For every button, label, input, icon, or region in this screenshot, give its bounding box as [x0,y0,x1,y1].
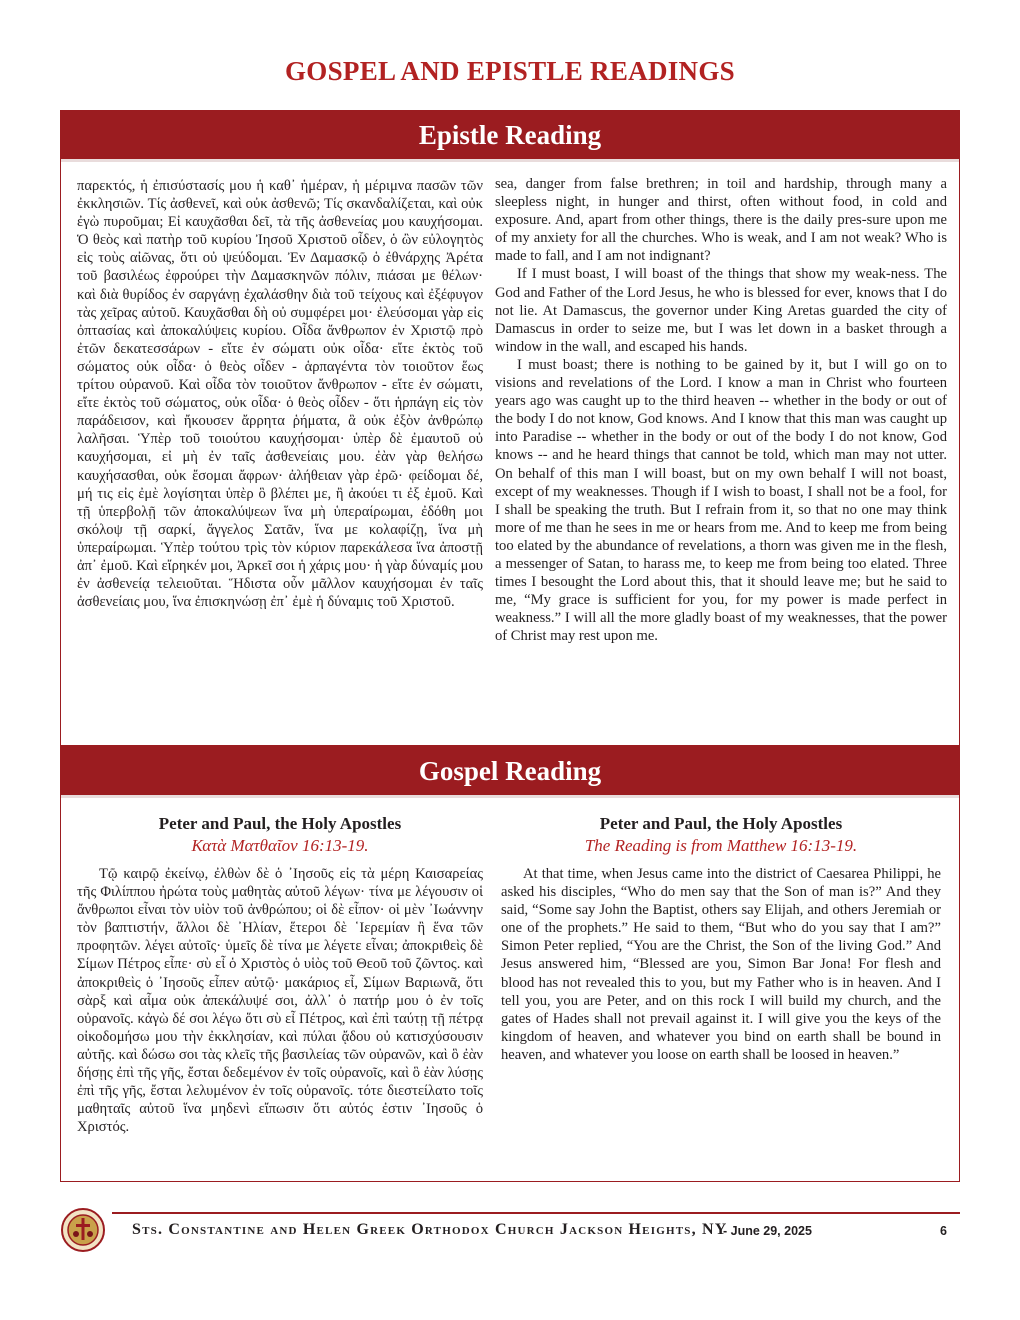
gospel-greek-column [77,813,483,1136]
gospel-heading: Gospel Reading [61,747,959,798]
gospel-greek-text: Τῷ καιρῷ ἐκείνῳ, ἐλθὼν δὲ ὁ ᾿Ιησοῦς εἰς τὰ μέρη Καισαρείας τῆς Φιλίππου ἠρώτα τοὺς μαθητὰς αὐτοῦ λέγων· τίνα με λέγουσιν οἱ ἄνθρωποι εἶναι τὸν υἱὸν τοῦ ἀνθρώπου; οἱ δὲ εἶπον· οἱ μὲν ᾿Ιωάννην τὸν βαπτιστήν, ἄλλοι δὲ ᾿Ηλίαν, ἕτεροι δὲ ῾Ιερεμίαν ἢ ἕνα τῶν προφητῶν. λέγει αὐτοῖς· ὑμεῖς δὲ τίνα με λέγετε εἶναι; ἀποκριθεὶς δὲ Σίμων Πέτρος εἶπε· σὺ εἶ ὁ Χριστὸς ὁ υἱὸς τοῦ Θεοῦ τοῦ ζῶντος. καὶ ἀποκριθεὶς ὁ ᾿Ιησοῦς εἶπεν αὐτῷ· μακάριος εἶ, Σίμων Βαριωνᾶ, ὅτι σὰρξ καὶ αἷμα οὐκ ἀπεκάλυψέ σοι, ἀλλ᾿ ὁ πατήρ μου ὁ ἐν τοῖς οὐρανοῖς. κἀγὼ δέ σοι λέγω ὅτι σὺ εἶ Πέτρος, καὶ ἐπὶ ταύτῃ τῇ πέτρᾳ οἰκοδομήσω μου τὴν ἐκκλησίαν, καὶ πύλαι ᾄδου οὐ κατισχύσουσιν αὐτῆς. καὶ δώσω σοι τὰς κλεῖς τῆς βασιλείας τῶν οὐρανῶν, καὶ ὃ ἐὰν δήσῃς ἐπὶ τῆς γῆς, ἔσται δεδεμένον ἐν τοῖς οὐρανοῖς, καὶ ὃ ἐὰν λύσῃς ἐπὶ τῆς γῆς, ἔσται λελυμένον ἐν τοῖς οὐρανοῖς. τότε διεστείλατο τοῖς μαθηταῖς αὐτοῦ ἵνα μηδενὶ εἴπωσιν ὅτι αὐτός ἐστιν ᾿Ιησοῦς ὁ Χριστός. [77,866,483,1136]
page-title: GOSPEL AND EPISTLE READINGS [285,56,735,86]
footer-divider [112,1212,960,1214]
gospel-greek-reference: Κατὰ Ματθαῖον 16:13-19. [191,836,369,855]
epistle-english-text [495,175,947,645]
gospel-greek-title: Peter and Paul, the Holy Apostles [158,814,402,833]
gospel-english-title: Peter and Paul, the Holy Apostles [599,814,843,833]
epistle-section [60,110,960,746]
church-seal-icon [60,1204,106,1256]
epistle-english-paragraph: sea, danger from false brethren; in toil and hardship, through many a sleepless night, in hunger and thirst, often without food, in cold and exposure. And, apart from other things, there is the daily pres-sure upon me of my anxiety for all the churches. Who is weak, and I am not weak? Who is made to fall, and I am not indignant? [495,176,947,265]
gospel-english-text: At that time, when Jesus came into the district of Caesarea Philippi, he asked his disciples, “Who do men say that the Son of man is?” And they said, “Some say John the Baptist, others say Elijah, and others Jeremiah or one of the prophets.” He said to them, “But who do you say that I am?” Simon Peter replied, “You are the Christ, the Son of the living God.” And Jesus answered him, “Blessed are you, Simon Bar Jona! For flesh and blood has not revealed this to you, but my Father who is in heaven. And I tell you, you are Peter, and on this rock I will build my church, and the gates of Hades shall not prevail against it. I will give you the keys of the kingdom of heaven, and whatever you bind on earth shall be bound in heaven, and whatever you loose on earth shall be loosed in heaven.” [501,866,941,1063]
gospel-english-column [501,813,941,1064]
epistle-heading: Epistle Reading [61,111,959,162]
footer-date: - June 29, 2025 [723,1224,812,1238]
gospel-english-reference: The Reading is from Matthew 16:13-19. [584,836,858,855]
epistle-english-paragraph: I must boast; there is nothing to be gained by it, but I will go on to visions and revelations of the Lord. I know a man in Christ who fourteen years ago was caught up to the third heaven -- whether in the body or out of the body I do not know, God knows. And I know that this man was caught up into Paradise -- whether in the body or out of the body I do not know, God knows -- and he heard things that cannot be told, which man may not utter. On behalf of this man I will boast, but on my own behalf I will not boast, except of my weaknesses. Though if I wish to boast, I shall not be a fool, for I shall be speaking the truth. But I refrain from it, so that no one may think more of me than he sees in me or hears from me. And to keep me from being too elated by the abundance of revelations, a thorn was given me in the flesh, a messenger of Satan, to harass me, to keep me from being too elated. Three times I besought the Lord about this, that it should leave me; but he said to me, “My grace is sufficient for you, for my power is made perfect in weakness.” I will all the more gladly boast of my weaknesses, that the power of Christ may rest upon me. [495,356,947,645]
gospel-section [60,746,960,1182]
epistle-greek-text: παρεκτός, ἡ ἐπισύστασίς μου ἡ καθ᾿ ἡμέραν, ἡ μέριμνα πασῶν τῶν ἐκκλησιῶν. Τίς ἀσθενεῖ, καὶ οὐκ ἀσθενῶ; Τίς σκανδαλίζεται, καὶ οὐκ ἐγὼ πυροῦμαι; Εἰ καυχᾶσθαι δεῖ, τὰ τῆς ἀσθενείας μου καυχήσομαι. Ὁ θεὸς καὶ πατὴρ τοῦ κυρίου Ἰησοῦ Χριστοῦ οἶδεν, ὁ ὢν εὐλογητὸς εἰς τοὺς αἰῶνας, ὅτι οὐ ψεύδομαι. Ἐν Δαμασκῷ ὁ ἐθνάρχης Ἀρέτα τοῦ βασιλέως ἐφρούρει τὴν Δαμασκηνῶν πόλιν, πιάσαι με θέλων· καὶ διὰ θυρίδος ἐν σαργάνῃ ἐχαλάσθην διὰ τοῦ τείχους καὶ ἐξέφυγον τὰς χεῖρας αὐτοῦ. Καυχᾶσθαι δὴ οὐ συμφέρει μοι· ἐλεύσομαι γὰρ εἰς ὀπτασίας καὶ ἀποκαλύψεις κυρίου. Οἶδα ἄνθρωπον ἐν Χριστῷ πρὸ ἐτῶν δεκατεσσάρων - εἴτε ἐν σώματι οὐκ οἶδα· εἴτε ἐκτὸς τοῦ σώματος οὐκ οἶδα· ὁ θεὸς οἶδεν - ἁρπαγέντα τὸν τοιοῦτον ἕως τρίτου οὐρανοῦ. Καὶ οἶδα τὸν τοιοῦτον ἄνθρωπον - εἴτε ἐν σώματι, εἴτε ἐκτὸς τοῦ σώματος, οὐκ οἶδα· ὁ θεὸς οἶδεν - ὅτι ἡρπάγη εἰς τὸν παράδεισον, καὶ ἤκουσεν ἄρρητα ῥήματα, ἃ οὐκ ἐξὸν ἀνθρώπῳ λαλῆσαι. Ὑπὲρ τοῦ τοιούτου καυχήσομαι· ὑπὲρ δὲ ἐμαυτοῦ οὐ καυχήσομαι, εἰ μὴ ἐν ταῖς ἀσθενείαις μου. ἐὰν γὰρ θελήσω καυχήσασθαι, οὐκ ἔσομαι ἄφρων· ἀλήθειαν γὰρ ἐρῶ· φείδομαι δέ, μή τις εἰς ἐμὲ λογίσηται ὑπὲρ ὃ βλέπει με, ἢ ἀκούει τι ἐξ ἐμοῦ. Καὶ τῇ ὑπερβολῇ τῶν ἀποκαλύψεων ἵνα μὴ ὑπεραίρωμαι, ἐδόθη μοι σκόλοψ τῇ σαρκί, ἄγγελος Σατᾶν, ἵνα με κολαφίζῃ, ἵνα μὴ ὑπεραίρωμαι. Ὑπὲρ τούτου τρὶς τὸν κύριον παρεκάλεσα ἵνα ἀποστῇ ἀπ᾿ ἐμοῦ. Καὶ εἴρηκέν μοι, Ἀρκεῖ σοι ἡ χάρις μου· ἡ γὰρ δύναμίς μου ἐν ἀσθενείᾳ τελειοῦται. Ἥδιστα οὖν μᾶλλον καυχήσομαι ἐν ταῖς ἀσθενείαις μου, ἵνα ἐπισκηνώσῃ ἐπ᾿ ἐμὲ ἡ δύναμις τοῦ Χριστοῦ. [77,178,483,611]
footer-church-name: Sts. Constantine and Helen Greek Orthodox Church Jackson Heights, NY [132,1221,728,1238]
page-number: 6 [940,1224,947,1238]
epistle-english-paragraph: If I must boast, I will boast of the things that show my weak-ness. The God and Father of the Lord Jesus, he who is blessed for ever, knows that I do not lie. At Damascus, the governor under King Aretas guarded the city of Damascus in order to seize me, but I was let down in a basket through a window in the wall, and escaped his hands. [495,266,947,355]
